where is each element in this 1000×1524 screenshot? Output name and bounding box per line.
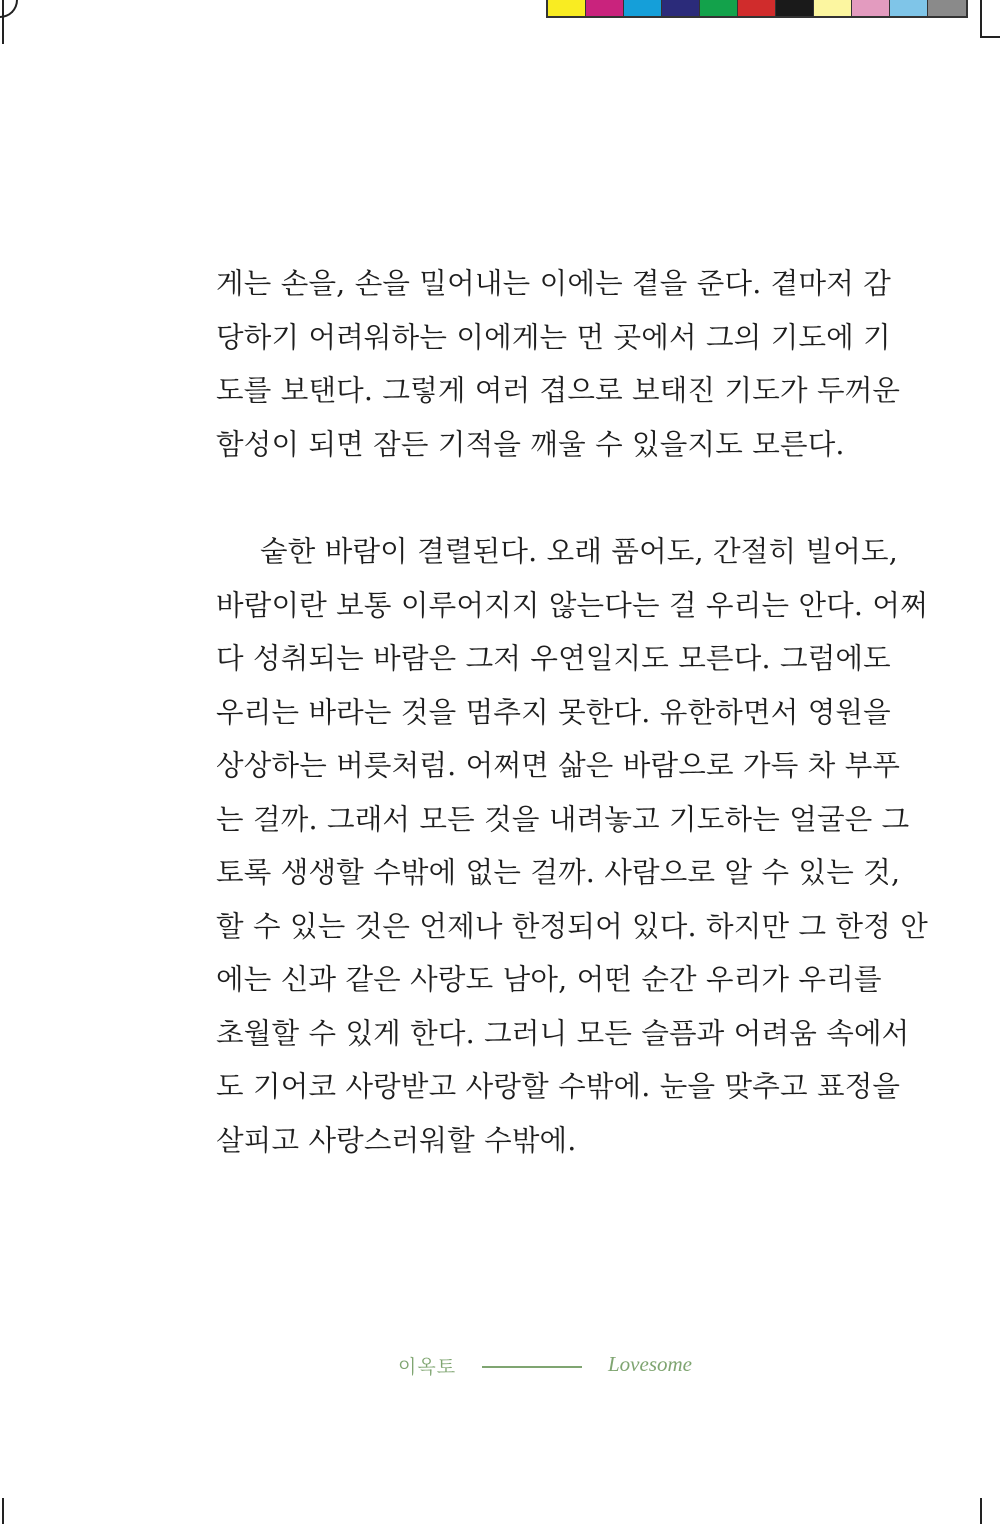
crop-mark-top-right-horizontal: [980, 36, 1000, 38]
text-line: 숱한 바람이 결렬된다. 오래 품어도, 간절히 빌어도,: [260, 535, 898, 568]
color-swatch: [928, 0, 966, 16]
footer-author: 이옥토: [398, 1356, 457, 1378]
paragraph-1: [216, 257, 901, 471]
text-line: 초월할 수 있게 한다. 그러니 모든 슬픔과 어려움 속에서: [216, 1016, 910, 1050]
text-line: 다 성취되는 바람은 그저 우연일지도 모른다. 그럼에도: [216, 642, 891, 675]
text-line: 도 기어코 사랑받고 사랑할 수밖에. 눈을 맞추고 표정을: [216, 1070, 901, 1103]
color-registration-bar: [546, 0, 968, 18]
text-line: 우리는 바라는 것을 멈추지 못한다. 유한하면서 영원을: [216, 695, 891, 729]
text-line: 는 걸까. 그래서 모든 것을 내려놓고 기도하는 얼굴은 그: [216, 802, 910, 836]
text-line: 함성이 되면 잠든 기적을 깨울 수 있을지도 모른다.: [216, 427, 845, 461]
text-line: 살피고 사랑스러워할 수밖에.: [216, 1123, 577, 1157]
crop-mark-top-left: [2, 0, 4, 44]
color-swatch: [548, 0, 586, 16]
color-swatch: [814, 0, 852, 16]
crop-mark-bottom-right: [980, 1498, 982, 1524]
color-swatch: [776, 0, 814, 16]
paragraph-2: [216, 525, 928, 1167]
text-line: 에는 신과 같은 사랑도 남아, 어떤 순간 우리가 우리를: [216, 963, 882, 996]
color-swatch: [700, 0, 738, 16]
text-line: 바람이란 보통 이루어지지 않는다는 걸 우리는 안다. 어쩌: [216, 588, 928, 622]
color-swatch: [890, 0, 928, 16]
color-swatch: [662, 0, 700, 16]
color-swatch: [624, 0, 662, 16]
page-footer: [0, 1350, 1000, 1390]
text-line: 도를 보탠다. 그렇게 여러 겹으로 보태진 기도가 두꺼운: [216, 374, 901, 407]
footer-book-title: Lovesome: [608, 1352, 692, 1376]
crop-mark-top-right-vertical: [980, 0, 982, 36]
text-line: 할 수 있는 것은 언제나 한정되어 있다. 하지만 그 한정 안: [216, 909, 928, 943]
text-line: 상상하는 버릇처럼. 어쩌면 삶은 바람으로 가득 차 부푸: [216, 749, 901, 782]
text-line: 당하기 어려워하는 이에게는 먼 곳에서 그의 기도에 기: [216, 320, 891, 354]
color-swatch: [852, 0, 890, 16]
color-swatch: [738, 0, 776, 16]
text-line: 토록 생생할 수밖에 없는 걸까. 사람으로 알 수 있는 것,: [216, 856, 901, 889]
crop-mark-bottom-left: [2, 1498, 4, 1524]
color-swatch: [586, 0, 624, 16]
footer-divider: [482, 1366, 582, 1368]
text-line: 게는 손을, 손을 밀어내는 이에는 곁을 준다. 곁마저 감: [216, 267, 891, 300]
